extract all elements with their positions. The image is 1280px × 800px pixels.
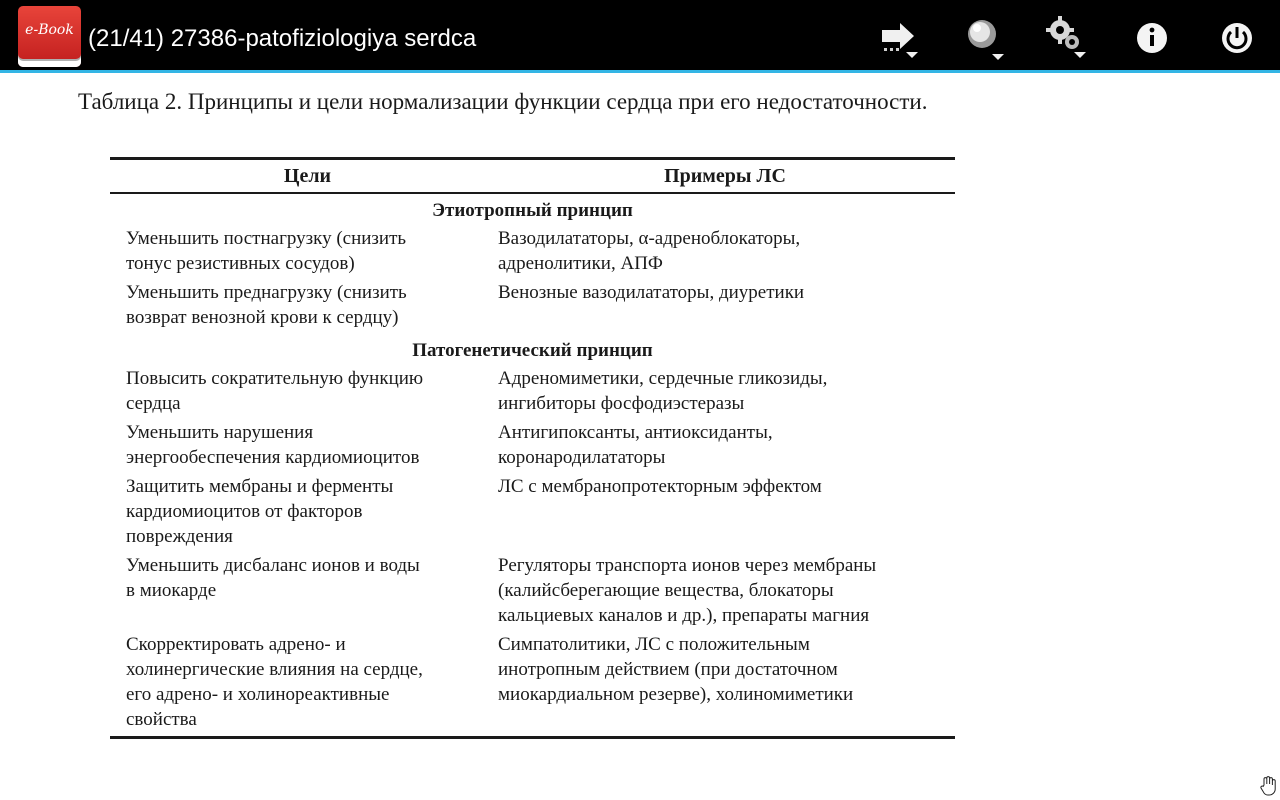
cell-line: его адрено- и холинореактивные bbox=[126, 684, 390, 705]
cell-line: кардиомиоцитов от факторов bbox=[126, 501, 363, 522]
cell-line: ингибиторы фосфодиэстеразы bbox=[498, 393, 745, 414]
table-row bbox=[110, 366, 955, 416]
cell-line: в миокарде bbox=[126, 580, 217, 601]
goal-cell bbox=[110, 366, 498, 416]
goto-page-button[interactable] bbox=[876, 14, 924, 62]
cell-line: Вазодилататоры, α-адреноблокаторы, bbox=[498, 228, 801, 249]
column-header-goals: Цели bbox=[283, 164, 332, 187]
cell-line: миокардиальном резерве), холиномиметики bbox=[498, 684, 854, 705]
table-row bbox=[110, 553, 955, 628]
cell-line: инотропным действием (при достаточном bbox=[498, 659, 838, 680]
cell-line: Скорректировать адрено- и bbox=[126, 634, 346, 655]
ebook-app-icon[interactable] bbox=[18, 6, 81, 67]
cell-line: коронародилататоры bbox=[498, 447, 666, 468]
cell-line: повреждения bbox=[126, 526, 233, 547]
cell-line: возврат венозной крови к сердцу) bbox=[126, 307, 399, 328]
cell-line: Защитить мембраны и ферменты bbox=[126, 476, 394, 497]
cell-line: Уменьшить преднагрузку (снизить bbox=[126, 282, 407, 303]
cell-line: Симпатолитики, ЛС с положительным bbox=[498, 634, 810, 655]
table-row bbox=[110, 632, 955, 732]
cell-line: Уменьшить нарушения bbox=[126, 422, 314, 443]
cell-line: Венозные вазодилататоры, диуретики bbox=[498, 282, 805, 303]
goal-cell bbox=[110, 474, 498, 549]
section-title: Патогенетический принцип bbox=[412, 340, 653, 361]
settings-button[interactable] bbox=[1044, 14, 1092, 62]
table-caption: Таблица 2. Принципы и цели нормализации функции сердца при его недостаточности. bbox=[78, 89, 928, 114]
table-body bbox=[110, 194, 955, 732]
cell-line: свойства bbox=[126, 709, 197, 730]
cell-line: (калийсберегающие вещества, блокаторы bbox=[498, 580, 834, 601]
cell-line: Адреномиметики, сердечные гликозиды, bbox=[498, 368, 828, 389]
table-row bbox=[110, 474, 955, 549]
document-title: (21/41) 27386-patofiziologiya serdca bbox=[88, 25, 477, 52]
goal-cell bbox=[110, 632, 498, 732]
drugs-cell bbox=[498, 632, 955, 732]
section-title: Этиотропный принцип bbox=[432, 200, 633, 221]
app-icon-label: e-Book bbox=[25, 22, 74, 38]
table-row bbox=[110, 280, 955, 330]
cell-line: Уменьшить дисбаланс ионов и воды bbox=[126, 555, 420, 576]
drugs-cell bbox=[498, 366, 955, 416]
goto-page-icon bbox=[876, 14, 924, 62]
settings-icon bbox=[1044, 14, 1092, 62]
cell-line: адренолитики, АПФ bbox=[498, 253, 663, 274]
drugs-cell bbox=[498, 420, 955, 470]
cell-line: Повысить сократительную функцию bbox=[126, 368, 424, 389]
search-icon bbox=[962, 14, 1010, 62]
drugs-cell bbox=[498, 280, 955, 330]
cell-line: Антигипоксанты, антиоксиданты, bbox=[498, 422, 773, 443]
cell-line: ЛС с мембранопротекторным эффектом bbox=[498, 476, 822, 497]
data-table bbox=[110, 157, 955, 739]
info-icon bbox=[1128, 14, 1176, 62]
table-bottom-rule bbox=[110, 736, 955, 739]
info-button[interactable] bbox=[1128, 14, 1176, 62]
cell-line: Регуляторы транспорта ионов через мембраны bbox=[498, 555, 877, 576]
hand-cursor-icon bbox=[1260, 776, 1278, 796]
drugs-cell bbox=[498, 226, 955, 276]
drugs-cell bbox=[498, 474, 955, 549]
drugs-cell bbox=[498, 553, 955, 628]
cell-line: энергообеспечения кардиомиоцитов bbox=[126, 447, 420, 468]
cell-line: кальциевых каналов и др.), препараты магния bbox=[498, 605, 870, 626]
goal-cell bbox=[110, 553, 498, 628]
action-bar bbox=[0, 0, 1280, 73]
power-icon bbox=[1213, 14, 1261, 62]
cell-line: холинергические влияния на сердце, bbox=[126, 659, 423, 680]
table-row bbox=[110, 420, 955, 470]
cell-line: тонус резистивных сосудов) bbox=[126, 253, 355, 274]
goal-cell bbox=[110, 420, 498, 470]
cell-line: сердца bbox=[126, 393, 181, 414]
table-row bbox=[110, 226, 955, 276]
power-button[interactable] bbox=[1213, 14, 1261, 62]
column-header-drugs: Примеры ЛС bbox=[664, 164, 786, 187]
goal-cell bbox=[110, 280, 498, 330]
goal-cell bbox=[110, 226, 498, 276]
cell-line: Уменьшить постнагрузку (снизить bbox=[126, 228, 407, 249]
table-header bbox=[110, 160, 955, 192]
search-button[interactable] bbox=[962, 14, 1010, 62]
